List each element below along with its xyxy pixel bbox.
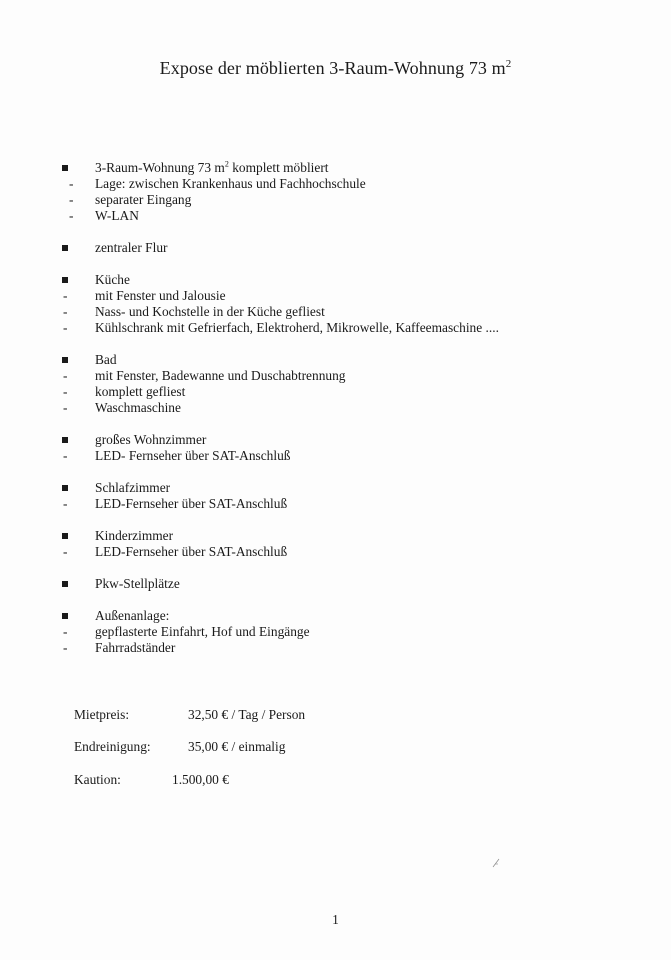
dash-marker: - xyxy=(63,384,68,399)
feature-item-text: Nass- und Kochstelle in der Küche gefliest xyxy=(95,304,325,319)
feature-heading: 3-Raum-Wohnung 73 $m^2$ komplett möbliert xyxy=(95,159,329,175)
feature-item-text: mit Fenster, Badewanne und Duschabtrennung xyxy=(95,368,346,383)
square-bullet-icon xyxy=(62,245,68,251)
feature-list xyxy=(62,160,622,672)
cleaning-value: 35,00 € / einmalig xyxy=(188,739,286,754)
dash-marker: - xyxy=(63,288,68,303)
dash-marker: - xyxy=(69,192,74,207)
document-title: Expose der möblierten 3-Raum-Wohnung 73 $m^2$ xyxy=(159,58,512,78)
feature-item-text: separater Eingang xyxy=(95,192,192,207)
square-bullet-icon xyxy=(62,277,68,283)
feature-section xyxy=(62,528,622,560)
feature-item xyxy=(62,544,622,560)
feature-item xyxy=(62,384,622,400)
feature-item-text: LED- Fernseher über SAT-Anschluß xyxy=(95,448,291,463)
dash-marker: - xyxy=(63,448,68,463)
feature-item xyxy=(62,400,622,416)
cost-table xyxy=(74,707,494,788)
feature-item-text: gepflasterte Einfahrt, Hof und Eingänge xyxy=(95,624,310,639)
feature-heading-line xyxy=(62,576,622,592)
cleaning-label: Endreinigung: xyxy=(74,739,151,754)
dash-marker: - xyxy=(69,176,74,191)
feature-heading-line xyxy=(62,480,622,496)
square-bullet-icon xyxy=(62,533,68,539)
dash-marker: - xyxy=(63,368,68,383)
rent-label: Mietpreis: xyxy=(74,707,130,722)
dash-marker: - xyxy=(69,208,74,223)
square-bullet-icon xyxy=(62,437,68,443)
feature-item-text: Waschmaschine xyxy=(95,400,181,415)
feature-heading-line xyxy=(62,272,622,288)
feature-heading-line xyxy=(62,160,622,176)
square-bullet-icon xyxy=(62,485,68,491)
feature-heading: zentraler Flur xyxy=(95,240,168,255)
dash-marker: - xyxy=(63,624,68,639)
feature-section xyxy=(62,576,622,592)
feature-section xyxy=(62,240,622,256)
feature-section xyxy=(62,608,622,656)
square-bullet-icon xyxy=(62,581,68,587)
dash-marker: - xyxy=(63,304,68,319)
feature-item-text: LED-Fernseher über SAT-Anschluß xyxy=(95,496,288,511)
rent-value: 32,50 € / Tag / Person xyxy=(188,707,306,722)
deposit-label: Kaution: xyxy=(74,772,121,787)
feature-item xyxy=(62,304,622,320)
feature-item xyxy=(62,496,622,512)
cost-row-rent xyxy=(74,707,494,723)
deposit-value: 1.500,00 € xyxy=(172,772,229,787)
cost-row-deposit xyxy=(74,772,494,788)
feature-heading: Pkw-Stellplätze xyxy=(95,576,180,591)
feature-heading: Außenanlage: xyxy=(95,608,170,623)
cost-row-cleaning xyxy=(74,739,494,755)
dash-marker: - xyxy=(63,496,68,511)
feature-item-text: mit Fenster und Jalousie xyxy=(95,288,226,303)
feature-heading-line xyxy=(62,240,622,256)
feature-section xyxy=(62,432,622,464)
feature-heading: Kinderzimmer xyxy=(95,528,174,543)
dash-marker: - xyxy=(63,400,68,415)
feature-item-text: Fahrradständer xyxy=(95,640,176,655)
feature-heading-line xyxy=(62,432,622,448)
feature-item xyxy=(62,624,622,640)
feature-section xyxy=(62,480,622,512)
feature-item-text: komplett gefliest xyxy=(95,384,186,399)
feature-item xyxy=(62,640,622,656)
dash-marker: - xyxy=(63,544,68,559)
feature-section xyxy=(62,352,622,416)
feature-section xyxy=(62,272,622,336)
page-number: 1 xyxy=(332,912,339,927)
feature-item-text: Kühlschrank mit Gefrierfach, Elektroherd, Mikrowelle, Kaffeemaschine .... xyxy=(95,320,499,335)
scan-artifact-mark xyxy=(492,858,500,868)
feature-item-text: Lage: zwischen Krankenhaus und Fachhochschule xyxy=(95,176,366,191)
feature-item xyxy=(62,176,622,192)
dash-marker: - xyxy=(63,320,68,335)
feature-item xyxy=(62,448,622,464)
feature-item xyxy=(62,320,622,336)
square-bullet-icon xyxy=(62,357,68,363)
feature-heading-line xyxy=(62,528,622,544)
feature-section xyxy=(62,160,622,224)
feature-heading-line xyxy=(62,608,622,624)
feature-item xyxy=(62,288,622,304)
dash-marker: - xyxy=(63,640,68,655)
feature-item-text: LED-Fernseher über SAT-Anschluß xyxy=(95,544,288,559)
feature-heading: Küche xyxy=(95,272,130,287)
square-bullet-icon xyxy=(62,613,68,619)
feature-heading: Bad xyxy=(95,352,117,367)
feature-item-text: W-LAN xyxy=(95,208,139,223)
feature-heading-line xyxy=(62,352,622,368)
feature-heading: Schlafzimmer xyxy=(95,480,171,495)
feature-heading: großes Wohnzimmer xyxy=(95,432,207,447)
feature-item xyxy=(62,208,622,224)
feature-item xyxy=(62,192,622,208)
square-bullet-icon xyxy=(62,165,68,171)
feature-item xyxy=(62,368,622,384)
